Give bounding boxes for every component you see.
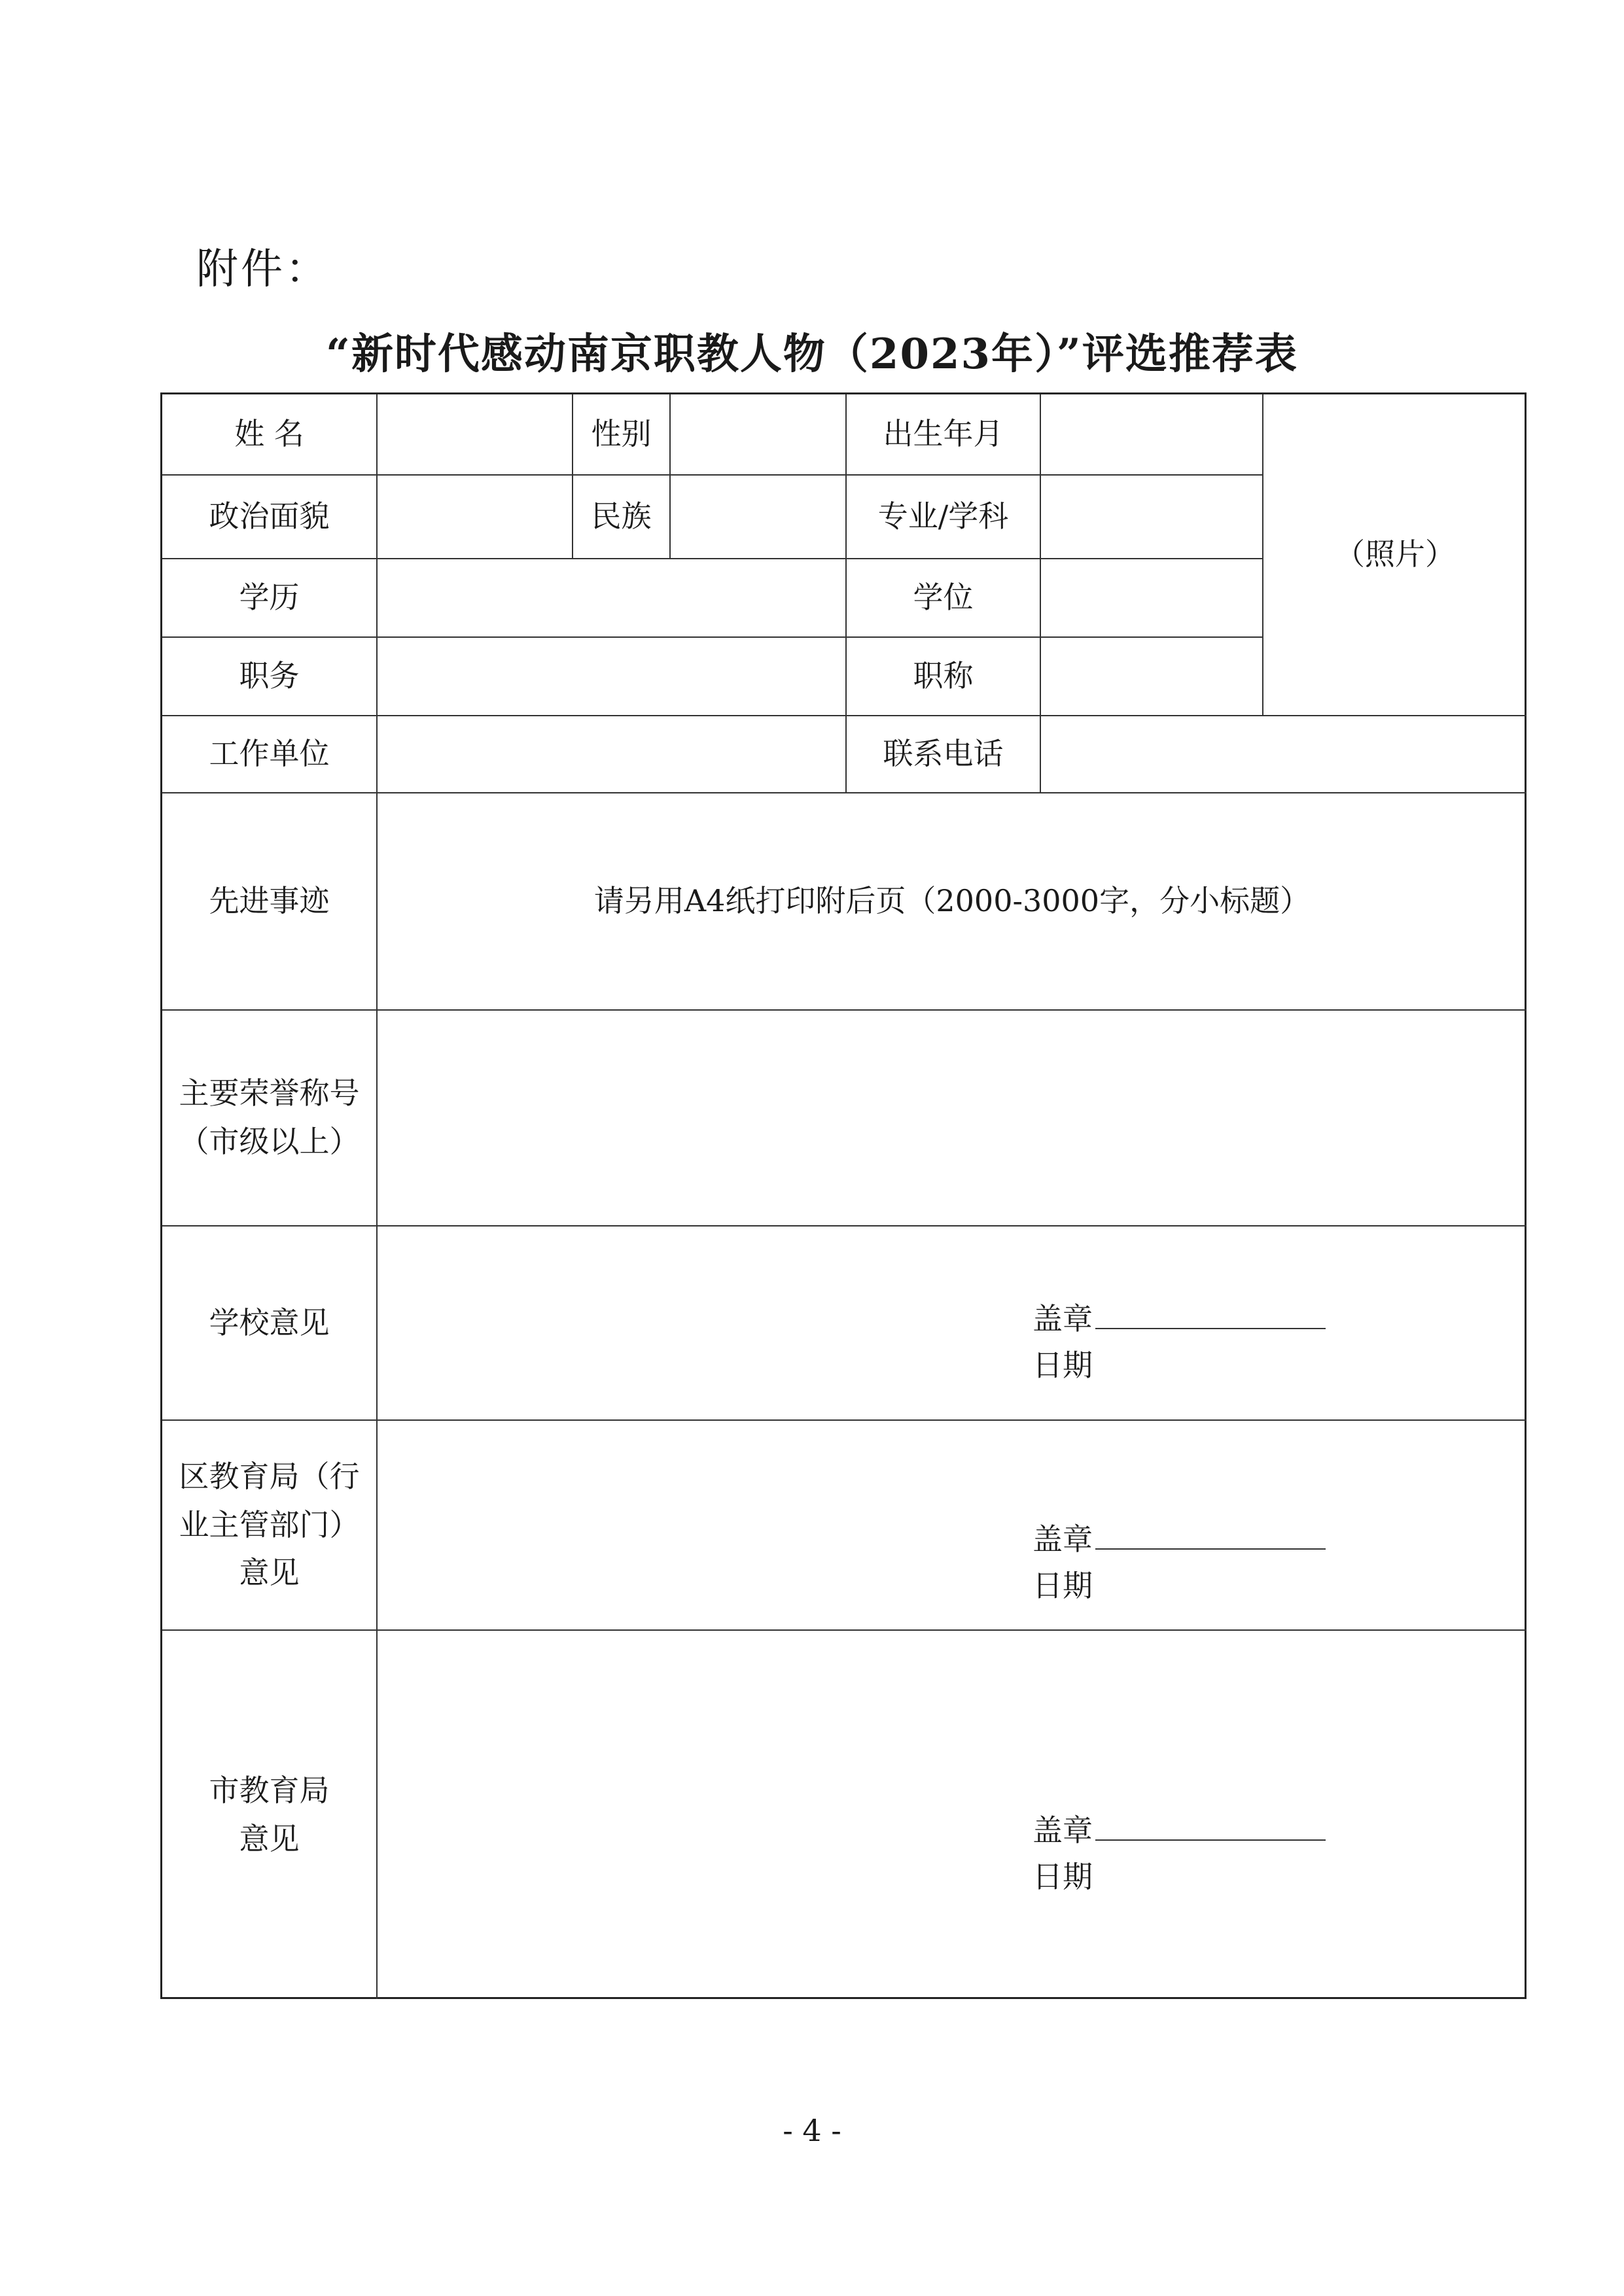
honors-field[interactable] <box>378 1011 1527 1225</box>
district-opinion-label: 区教育局（行业主管部门）意见 <box>179 1459 360 1591</box>
seal-label: 盖章 <box>1033 1813 1093 1848</box>
recommendation-form <box>160 392 1527 1999</box>
date-label: 日期 <box>1033 1859 1093 1895</box>
major-label: 专业/学科 <box>877 498 1009 534</box>
school-stamp-block <box>1033 1296 1326 1389</box>
phone-label: 联系电话 <box>883 736 1004 772</box>
politics-label: 政治面貌 <box>209 498 330 534</box>
ethnicity-label: 民族 <box>591 498 652 534</box>
school-opinion-field[interactable] <box>378 1226 1527 1419</box>
education-label: 学历 <box>239 580 300 616</box>
major-field[interactable] <box>1041 476 1262 558</box>
seal-label: 盖章 <box>1033 1522 1093 1557</box>
birth-field[interactable] <box>1041 394 1262 474</box>
name-field[interactable] <box>378 394 572 474</box>
workplace-field[interactable] <box>378 716 845 792</box>
attachment-label: 附件： <box>196 245 330 294</box>
position-label: 职务 <box>239 658 300 694</box>
degree-label: 学位 <box>913 580 974 616</box>
seal-line[interactable] <box>1095 1813 1326 1841</box>
photo-box[interactable]: （照片） <box>1335 536 1455 572</box>
school-opinion-label: 学校意见 <box>209 1304 330 1340</box>
gender-field[interactable] <box>671 394 845 474</box>
ethnicity-field[interactable] <box>671 476 845 558</box>
politics-field[interactable] <box>378 476 572 558</box>
date-label: 日期 <box>1033 1348 1093 1383</box>
date-label: 日期 <box>1033 1568 1093 1604</box>
district-stamp-block <box>1033 1516 1326 1610</box>
deeds-note[interactable]: 请另用A4纸打印附后页（2000-3000字，分小标题） <box>593 883 1311 919</box>
phone-field[interactable] <box>1041 716 1527 792</box>
position-field[interactable] <box>378 638 845 715</box>
page-number: - 4 - <box>783 2113 841 2148</box>
degree-field[interactable] <box>1041 559 1262 636</box>
city-opinion-field[interactable] <box>378 1631 1527 1999</box>
seal-line[interactable] <box>1095 1302 1326 1329</box>
gender-label: 性别 <box>591 416 652 452</box>
seal-line[interactable] <box>1095 1522 1326 1550</box>
birth-label: 出生年月 <box>883 416 1004 452</box>
title-rank-label: 职称 <box>913 658 974 694</box>
workplace-label: 工作单位 <box>209 736 330 772</box>
district-opinion-field[interactable] <box>378 1421 1527 1629</box>
city-stamp-block <box>1033 1807 1326 1901</box>
city-opinion-label: 市教育局意见 <box>209 1772 330 1856</box>
seal-label: 盖章 <box>1033 1301 1093 1336</box>
title-rank-field[interactable] <box>1041 638 1262 715</box>
name-label: 姓 名 <box>234 416 304 452</box>
education-field[interactable] <box>378 559 845 636</box>
honors-label: 主要荣誉称号（市级以上） <box>179 1075 360 1159</box>
form-title: “新时代感动南京职教人物（2023年）”评选推荐表 <box>326 330 1298 379</box>
deeds-label: 先进事迹 <box>209 883 330 919</box>
